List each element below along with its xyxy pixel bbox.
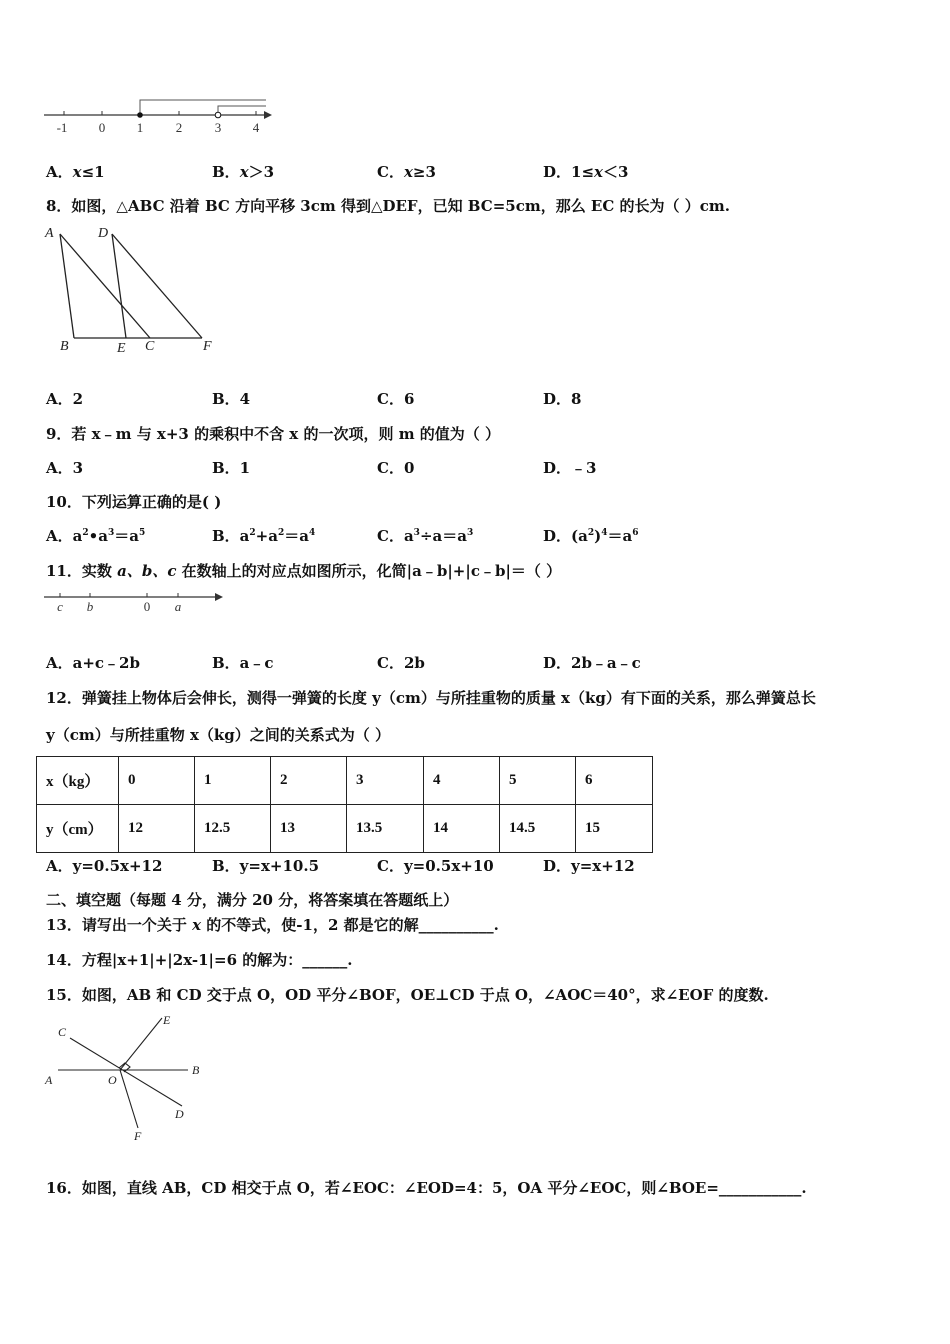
q8-option-c[interactable]: C．6	[377, 390, 415, 408]
q11-option-c[interactable]: C．2b	[377, 654, 425, 672]
label-zero: 0	[143, 599, 151, 614]
table-cell: 3	[347, 757, 424, 805]
q8-question: 8．如图，△ABC 沿着 BC 方向平移 3cm 得到△DEF，已知 BC=5cm，那么 EC 的长为（ ）cm.	[46, 197, 730, 215]
q10-option-b[interactable]: B．$a^2+a^2=a^4$	[212, 527, 316, 545]
table-row	[37, 757, 653, 805]
table-cell: 0	[119, 757, 195, 805]
q8-option-d[interactable]: D．8	[543, 390, 582, 408]
table-cell: 6	[576, 757, 653, 805]
label-a: a	[174, 599, 182, 614]
q11-question: 11．实数 a、b、c 在数轴上的对应点如图所示，化简|a﹣b|+|c﹣b|＝（ ）	[46, 562, 562, 580]
table-cell: 1	[195, 757, 271, 805]
q15-question: 15．如图，AB 和 CD 交于点 O，OD 平分∠BOF，OE⊥CD 于点 O，∠AOC＝40°，求∠EOF 的度数.	[46, 986, 769, 1004]
q7-option-b[interactable]: B．x＞3	[212, 163, 275, 181]
q10-option-a[interactable]: A．$a^2•a^3=a^5$	[46, 527, 146, 545]
q12-question-line2: y（cm）与所挂重物 x（kg）之间的关系式为（ ）	[46, 726, 390, 744]
label-b: B	[60, 339, 69, 354]
label-c: C	[58, 1025, 67, 1039]
label-f: F	[134, 1129, 142, 1143]
table-cell: 13	[271, 805, 347, 853]
q11-option-d[interactable]: D．2b﹣a﹣c	[543, 654, 641, 672]
q9-question: 9．若 x﹣m 与 x+3 的乘积中不含 x 的一次项，则 m 的值为（ ）	[46, 425, 501, 443]
q12-option-c[interactable]: C．y=0.5x+10	[377, 857, 494, 875]
table-cell: 12	[119, 805, 195, 853]
q10-option-c[interactable]: C．$a^3\div a=a^3$	[377, 527, 474, 545]
tick-label: 4	[252, 120, 260, 135]
label-d: D	[175, 1107, 184, 1121]
q11-option-a[interactable]: A．a+c﹣2b	[46, 654, 140, 672]
tick-label: -1	[56, 120, 68, 135]
q14-question: 14．方程|x+1|+|2x-1|=6 的解为：______.	[46, 951, 353, 969]
q11-number-line	[40, 586, 230, 616]
table-cell: 4	[424, 757, 500, 805]
tick-label: 3	[214, 120, 222, 135]
q10-question: 10．下列运算正确的是( )	[46, 493, 222, 511]
label-c: C	[145, 339, 155, 354]
label-o: O	[108, 1073, 117, 1087]
q7-option-d[interactable]: D．1≤x＜3	[543, 163, 629, 181]
q12-question-line1: 12．弹簧挂上物体后会伸长，测得一弹簧的长度 y（cm）与所挂重物的质量 x（kg）有下面的关系，那么弹簧总长	[46, 689, 816, 707]
table-cell: 12.5	[195, 805, 271, 853]
q12-option-d[interactable]: D．y=x+12	[543, 857, 635, 875]
label-e: E	[163, 1013, 171, 1027]
q12-data-table	[36, 756, 653, 853]
q9-option-a[interactable]: A．3	[46, 459, 84, 477]
label-e: E	[117, 341, 126, 356]
table-cell: 2	[271, 757, 347, 805]
table-cell: 15	[576, 805, 653, 853]
tick-label: 1	[136, 120, 144, 135]
q7-option-c[interactable]: C．x≥3	[377, 163, 436, 181]
q7-option-a[interactable]: A．x≤1	[46, 163, 105, 181]
label-b: b	[86, 599, 94, 614]
table-row	[37, 805, 653, 853]
table-cell: x（kg）	[37, 757, 119, 805]
table-cell: 14	[424, 805, 500, 853]
q11-option-b[interactable]: B．a﹣c	[212, 654, 274, 672]
tick-label: 2	[175, 120, 183, 135]
q12-option-a[interactable]: A．y=0.5x+12	[46, 857, 163, 875]
q15-angle-figure	[40, 1010, 215, 1145]
label-b: B	[192, 1063, 200, 1077]
q9-option-c[interactable]: C．0	[377, 459, 415, 477]
label-a: A	[45, 1073, 53, 1087]
table-cell: 13.5	[347, 805, 424, 853]
q8-option-a[interactable]: A．2	[46, 390, 84, 408]
table-cell: 14.5	[500, 805, 576, 853]
q7-number-line	[40, 94, 280, 138]
q8-translation-figure	[40, 220, 230, 360]
table-cell: y（cm）	[37, 805, 119, 853]
label-f: F	[203, 339, 212, 354]
label-c: c	[57, 599, 63, 614]
q8-option-b[interactable]: B．4	[212, 390, 251, 408]
q9-option-b[interactable]: B．1	[212, 459, 251, 477]
label-d: D	[98, 226, 109, 241]
table-cell: 5	[500, 757, 576, 805]
section-heading: 二、填空题（每题 4 分，满分 20 分，将答案填在答题纸上）	[46, 891, 459, 909]
q16-question: 16．如图，直线 AB，CD 相交于点 O，若∠EOC：∠EOD=4：5，OA 平分∠EOC，则∠BOE=___________.	[46, 1179, 807, 1197]
q9-option-d[interactable]: D．﹣3	[543, 459, 597, 477]
q13-question: 13．请写出一个关于 x 的不等式，使-1，2 都是它的解__________.	[46, 916, 499, 934]
tick-label: 0	[98, 120, 106, 135]
label-a: A	[45, 226, 54, 241]
q12-option-b[interactable]: B．y=x+10.5	[212, 857, 320, 875]
q10-option-d[interactable]: D．$(a^2)^4=a^6$	[543, 527, 639, 545]
